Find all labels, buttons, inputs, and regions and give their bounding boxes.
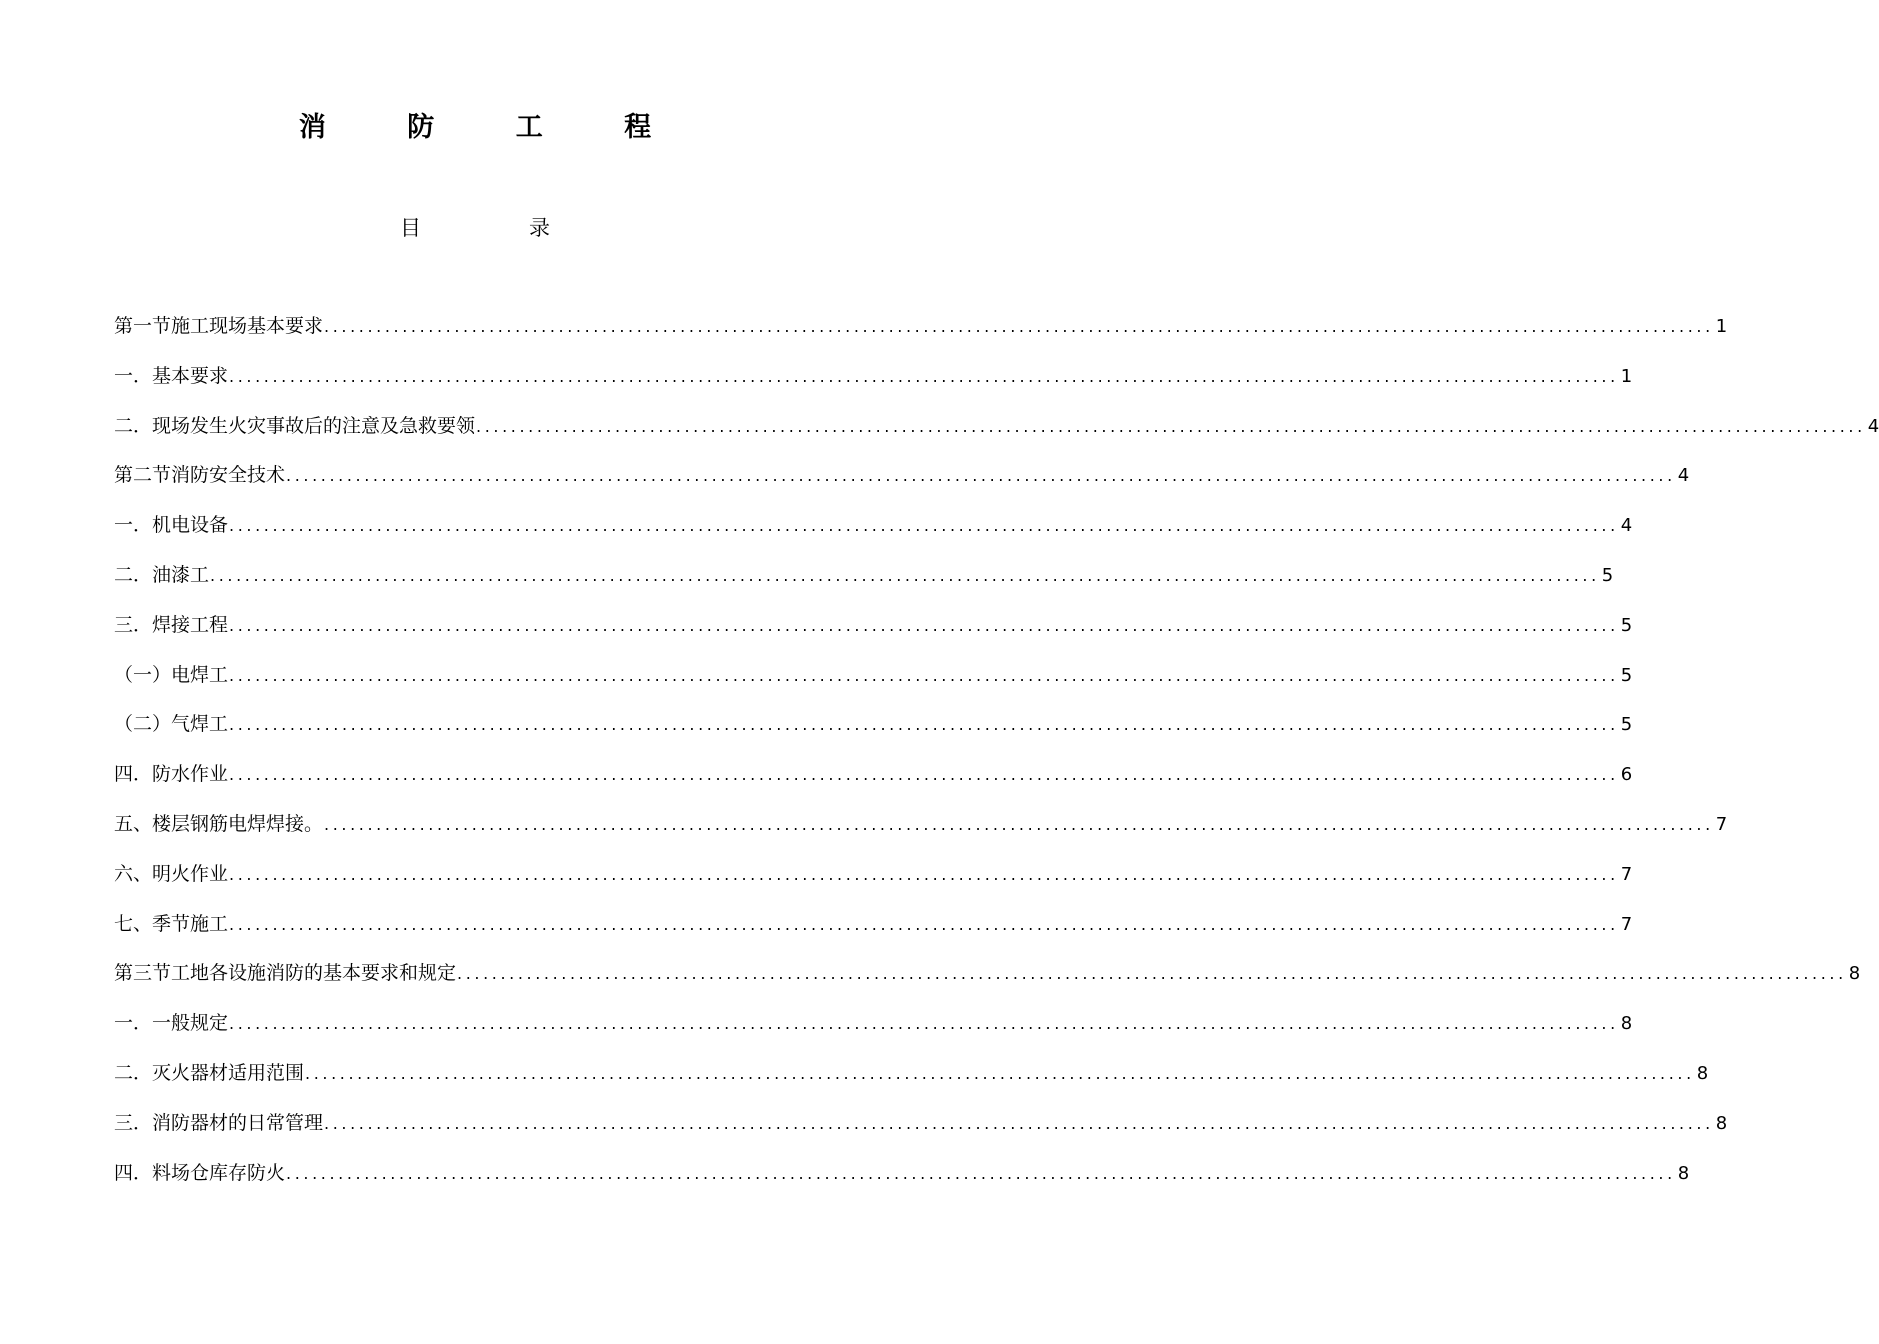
toc-entry-title: 消防安全技术 <box>171 464 286 487</box>
toc-dot-leader: ................................................................................................................................................................ <box>457 964 1847 984</box>
toc-entry-page-number: 4 <box>1677 465 1690 487</box>
toc-entry-page-number: 1 <box>1620 365 1633 387</box>
toc-entry-number: 三． <box>114 1111 153 1134</box>
toc-entry-number: （二） <box>114 713 172 736</box>
toc-entry[interactable] <box>114 904 1633 954</box>
toc-entry[interactable] <box>114 306 1728 356</box>
toc-dot-leader: ................................................................................................................................................................ <box>229 1014 1619 1034</box>
toc-entry-number: 五、 <box>114 812 153 835</box>
document-title: 消 防 工 程 <box>298 112 688 143</box>
toc-entry-page-number: 7 <box>1715 813 1728 835</box>
toc-entry-title: 油漆工 <box>152 563 210 586</box>
toc-entry-title: 防水作业 <box>152 763 229 786</box>
toc-dot-leader: ................................................................................................................................................................ <box>305 1063 1695 1083</box>
toc-entry-page-number: 5 <box>1620 664 1633 686</box>
toc-entry-number: 一． <box>114 1012 153 1035</box>
toc-entry-title: 施工现场基本要求 <box>171 315 324 337</box>
toc-entry-page-number: 8 <box>1696 1062 1709 1084</box>
toc-entry-page-number: 8 <box>1620 1013 1633 1035</box>
toc-entry[interactable] <box>114 804 1728 854</box>
toc-dot-leader: ................................................................................................................................................................ <box>286 466 1676 486</box>
toc-entry[interactable] <box>114 953 1861 1003</box>
toc-entry[interactable] <box>114 1153 1690 1203</box>
toc-entry[interactable] <box>114 555 1614 605</box>
toc-heading-char-2: 录 <box>529 216 550 240</box>
toc-entry-title: 季节施工 <box>152 912 229 935</box>
toc-heading <box>0 212 950 244</box>
toc-entry-number: 一． <box>114 364 153 387</box>
toc-dot-leader: ................................................................................................................................................................ <box>324 1113 1714 1133</box>
toc-dot-leader: ................................................................................................................................................................ <box>324 814 1714 834</box>
toc-entry-page-number: 7 <box>1620 913 1633 935</box>
toc-dot-leader: ................................................................................................................................................................ <box>229 615 1619 635</box>
toc-entry-number: 四． <box>114 763 153 786</box>
toc-entry-title: 楼层钢筋电焊焊接。 <box>152 812 324 835</box>
toc-dot-leader: ................................................................................................................................................................ <box>229 765 1619 785</box>
toc-dot-leader: ................................................................................................................................................................ <box>229 715 1619 735</box>
toc-dot-leader: ................................................................................................................................................................ <box>476 416 1866 436</box>
toc-entry-page-number: 1 <box>1715 316 1728 337</box>
toc-entry-number: 第三节 <box>114 962 172 985</box>
toc-entry[interactable] <box>114 704 1633 754</box>
toc-entry-number: 七、 <box>114 912 153 935</box>
toc-entry[interactable] <box>114 406 1879 456</box>
toc-dot-leader: ................................................................................................................................................................ <box>210 565 1600 585</box>
toc-entry-title: 气焊工 <box>171 713 229 736</box>
toc-entry[interactable] <box>114 356 1633 406</box>
toc-entry-title: 电焊工 <box>171 663 229 686</box>
toc-entry-page-number: 5 <box>1601 564 1614 586</box>
toc-dot-leader: ................................................................................................................................................................ <box>229 366 1619 386</box>
toc-dot-leader: ................................................................................................................................................................ <box>229 914 1619 934</box>
toc-entry-title: 基本要求 <box>152 364 229 387</box>
toc-entry-page-number: 8 <box>1715 1112 1728 1134</box>
toc-entry[interactable] <box>114 655 1633 705</box>
toc-entry[interactable] <box>114 1053 1709 1103</box>
toc-entry-number: 四． <box>114 1161 153 1184</box>
toc-entry-title: 机电设备 <box>152 514 229 537</box>
toc-dot-leader: ................................................................................................................................................................ <box>229 665 1619 685</box>
toc-entry-page-number: 8 <box>1677 1162 1690 1184</box>
toc-entry-number: 三． <box>114 613 153 636</box>
toc-dot-leader: ................................................................................................................................................................ <box>286 1163 1676 1183</box>
toc-entry-page-number: 4 <box>1620 515 1633 537</box>
toc-entry-page-number: 4 <box>1867 415 1879 437</box>
toc-entry-number: 第一节 <box>114 315 172 337</box>
toc-entry-page-number: 5 <box>1620 714 1633 736</box>
toc-entry[interactable] <box>114 455 1690 505</box>
toc-entry-title: 料场仓库存防火 <box>152 1161 286 1184</box>
toc-entry[interactable] <box>114 1103 1728 1153</box>
toc-entry-number: （一） <box>114 663 172 686</box>
toc-entry-number: 二． <box>114 1061 153 1084</box>
toc-entry-page-number: 7 <box>1620 863 1633 885</box>
toc-dot-leader: ................................................................................................................................................................ <box>324 317 1714 336</box>
toc-entry-title: 焊接工程 <box>152 613 229 636</box>
toc-entry-title: 一般规定 <box>152 1012 229 1035</box>
table-of-contents <box>114 306 1879 1202</box>
toc-entry-title: 明火作业 <box>152 862 229 885</box>
toc-entry[interactable] <box>114 505 1633 555</box>
toc-entry-number: 二． <box>114 414 153 437</box>
toc-entry[interactable] <box>114 1003 1633 1053</box>
toc-entry-number: 第二节 <box>114 464 172 487</box>
toc-entry[interactable] <box>114 754 1633 804</box>
toc-entry-page-number: 5 <box>1620 614 1633 636</box>
toc-entry-title: 工地各设施消防的基本要求和规定 <box>171 962 457 985</box>
toc-entry-page-number: 8 <box>1848 963 1861 985</box>
toc-heading-char-1: 目 <box>400 216 421 240</box>
toc-dot-leader: ................................................................................................................................................................ <box>229 516 1619 536</box>
toc-dot-leader: ................................................................................................................................................................ <box>229 864 1619 884</box>
toc-entry-title: 消防器材的日常管理 <box>152 1111 324 1134</box>
toc-entry-number: 二． <box>114 563 153 586</box>
toc-entry-number: 六、 <box>114 862 153 885</box>
toc-entry-number: 一． <box>114 514 153 537</box>
toc-entry[interactable] <box>114 605 1633 655</box>
toc-entry[interactable] <box>114 854 1633 904</box>
toc-entry-page-number: 6 <box>1620 764 1633 786</box>
toc-entry-title: 灭火器材适用范围 <box>152 1061 305 1084</box>
toc-entry-title: 现场发生火灾事故后的注意及急救要领 <box>152 414 476 437</box>
